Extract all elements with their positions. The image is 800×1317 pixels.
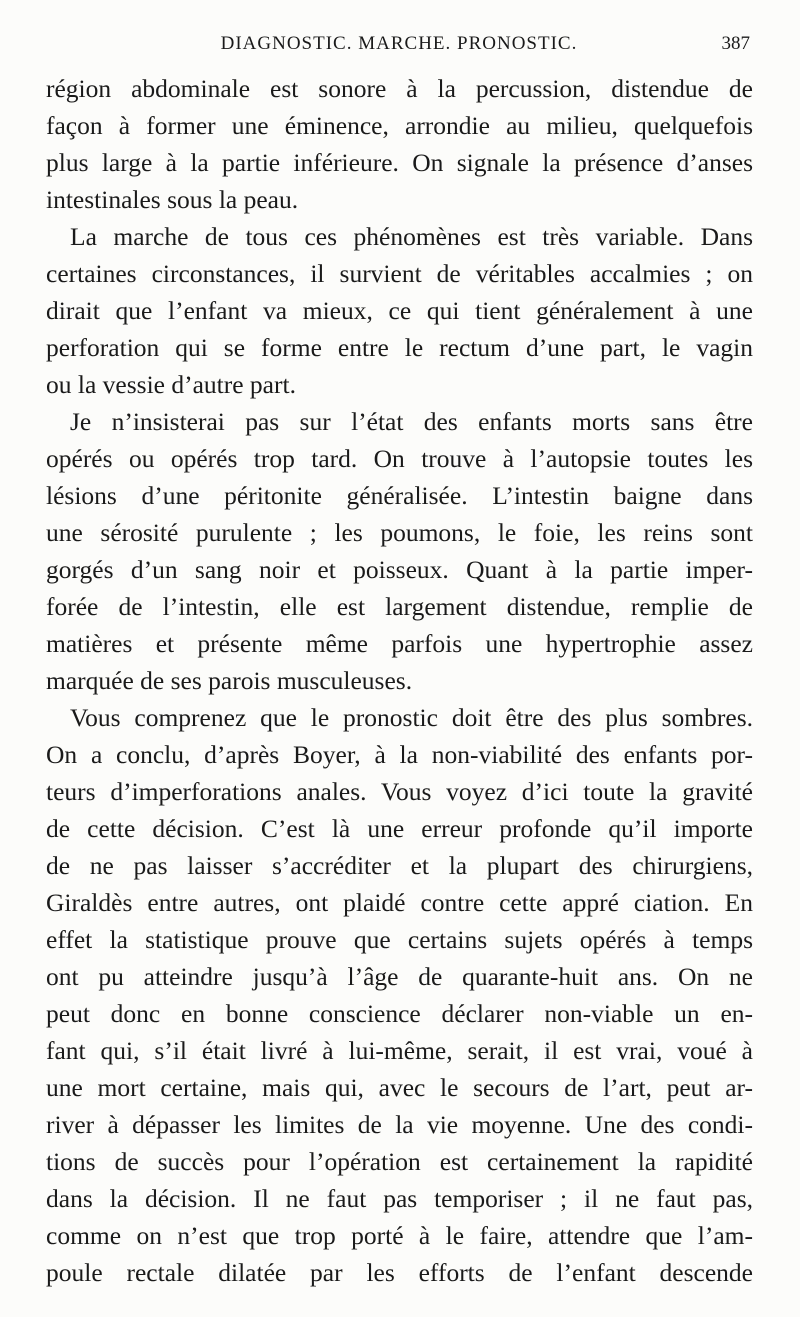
body-text: [46, 70, 753, 1291]
text-line: de cette décision. C’est là une erreur profonde qu’il importe: [46, 814, 753, 843]
text-line: comme on n’est que trop porté à le faire, attendre que l’am-: [46, 1221, 753, 1250]
text-line: forée de l’intestin, elle est largement distendue, remplie de: [46, 592, 753, 621]
paragraph-1: [46, 70, 753, 218]
text-line: effet la statistique prouve que certains sujets opérés à temps: [46, 925, 753, 954]
paragraph-2: [46, 218, 753, 403]
text-line: ou la vessie d’autre part.: [46, 370, 296, 399]
text-line: une sérosité purulente ; les poumons, le foie, les reins sont: [46, 518, 753, 547]
text-line: plus large à la partie inférieure. On signale la présence d’anses: [46, 148, 753, 177]
text-line: matières et présente même parfois une hypertrophie assez: [46, 629, 753, 658]
running-head: [46, 33, 752, 63]
running-title: DIAGNOSTIC. MARCHE. PRONOSTIC.: [220, 33, 578, 54]
paragraph-3: [46, 403, 753, 699]
text-line: Giraldès entre autres, ont plaidé contre cette appré ciation. En: [46, 888, 753, 917]
text-line: marquée de ses parois musculeuses.: [46, 666, 413, 695]
text-line: gorgés d’un sang noir et poisseux. Quant à la partie imper-: [46, 555, 753, 584]
text-line: Vous comprenez que le pronostic doit être des plus sombres.: [70, 703, 753, 732]
text-line: lésions d’une péritonite généralisée. L’intestin baigne dans: [46, 481, 753, 510]
paragraph-4: [46, 699, 753, 1291]
text-line: river à dépasser les limites de la vie moyenne. Une des condi-: [46, 1110, 753, 1139]
text-line: Je n’insisterai pas sur l’état des enfants morts sans être: [70, 407, 753, 436]
text-line: peut donc en bonne conscience déclarer non-viable un en-: [46, 999, 753, 1028]
text-line: région abdominale est sonore à la percussion, distendue de: [46, 74, 753, 103]
text-line: tions de succès pour l’opération est certainement la rapidité: [46, 1147, 753, 1176]
text-line: dans la décision. Il ne faut pas temporiser ; il ne faut pas,: [46, 1184, 753, 1213]
text-line: dirait que l’enfant va mieux, ce qui tient généralement à une: [46, 296, 753, 325]
text-line: intestinales sous la peau.: [46, 185, 299, 214]
text-line: ont pu atteindre jusqu’à l’âge de quarante-huit ans. On ne: [46, 962, 753, 991]
text-line: certaines circonstances, il survient de véritables accalmies ; on: [46, 259, 753, 288]
text-line: teurs d’imperforations anales. Vous voyez d’ici toute la gravité: [46, 777, 753, 806]
text-line: opérés ou opérés trop tard. On trouve à l’autopsie toutes les: [46, 444, 753, 473]
text-line: de ne pas laisser s’accréditer et la plupart des chirurgiens,: [46, 851, 753, 880]
text-line: On a conclu, d’après Boyer, à la non-viabilité des enfants por-: [46, 740, 753, 769]
text-line: poule rectale dilatée par les efforts de l’enfant descende: [46, 1258, 753, 1287]
text-line: une mort certaine, mais qui, avec le secours de l’art, peut ar-: [46, 1073, 753, 1102]
text-line: façon à former une éminence, arrondie au milieu, quelquefois: [46, 111, 753, 140]
text-line: La marche de tous ces phénomènes est très variable. Dans: [70, 222, 753, 251]
text-line: fant qui, s’il était livré à lui-même, serait, il est vrai, voué à: [46, 1036, 753, 1065]
page-number: 387: [721, 33, 750, 54]
text-line: perforation qui se forme entre le rectum d’une part, le vagin: [46, 333, 753, 362]
